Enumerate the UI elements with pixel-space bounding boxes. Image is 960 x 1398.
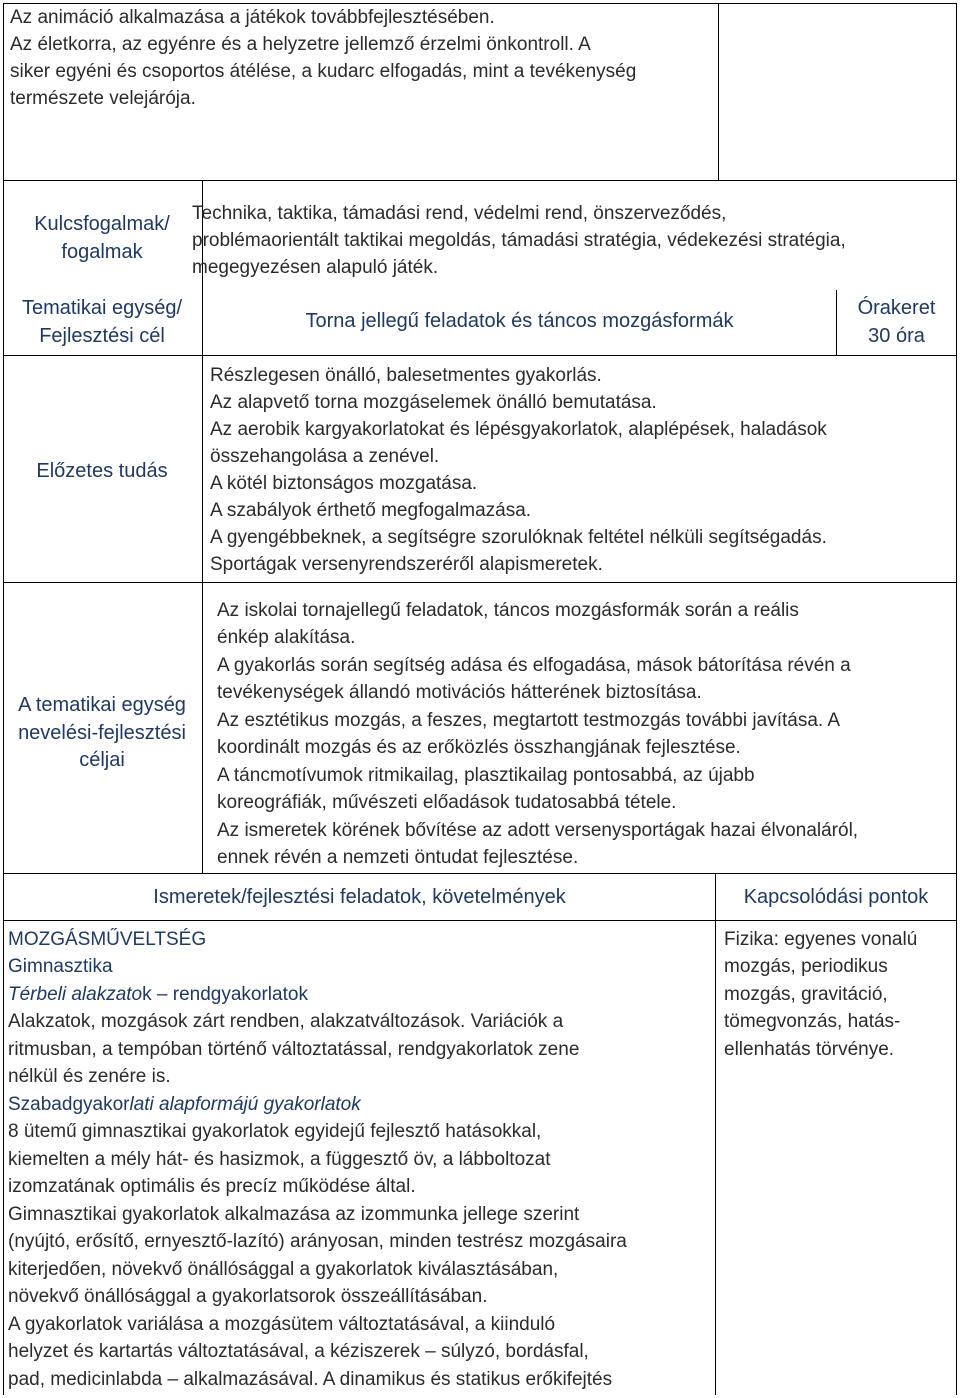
goals-line-9: Az ismeretek körének bővítése az adott versenysportágak hazai élvonaláról, — [217, 820, 859, 841]
goals-line-4: tevékenységek állandó motivációs hátterének biztosítása. — [217, 682, 702, 703]
key-concepts-label-line-2: fogalmak — [61, 240, 143, 263]
key-concepts-line-3: megegyezésen alapuló játék. — [192, 257, 439, 278]
req-b-line-5: (nyújtó, erősítő, ernyesztő-lazító) arányosan, minden testrész mozgásaira — [8, 1231, 627, 1252]
hours-label: Órakeret — [857, 297, 936, 319]
subsection-title: Gimnasztika — [8, 956, 113, 977]
requirements-header: Ismeretek/fejlesztési feladatok, követelmények — [153, 886, 566, 908]
prior-line-4: összehangolása a zenével. — [210, 446, 440, 467]
topic-2-heading — [8, 1091, 361, 1119]
prior-line-2: Az alapvető torna mozgáselemek önálló bemutatása. — [210, 392, 657, 413]
req-b-line-6: kiterjedően, növekvő önállósággal a gyakorlatok kiválasztásában, — [8, 1259, 559, 1280]
key-concepts-label-line-1: Kulcsfogalmak/ — [34, 213, 170, 235]
req-b-line-2: kiemelten a mély hát- és hasizmok, a függesztő öv, a lábboltozat — [8, 1149, 551, 1170]
connections-line-3: mozgás, gravitáció, — [724, 984, 888, 1005]
prior-line-1: Részlegesen önálló, balesetmentes gyakorlás. — [210, 365, 602, 386]
row-divider-keyconcepts — [3, 180, 957, 181]
goals-label-line-2: nevelési-fejlesztési — [18, 721, 186, 744]
hours-value: 30 óra — [868, 324, 925, 347]
goals-line-5: Az esztétikus mozgás, a feszes, megtartott testmozgás további javítása. A — [217, 710, 841, 731]
prior-line-8: Sportágak versenyrendszeréről alapismeretek. — [210, 554, 603, 575]
goals-line-2: énkép alakítása. — [217, 627, 356, 648]
unit-title: Torna jellegű feladatok és táncos mozgásformák — [305, 310, 734, 332]
goals-label — [4, 692, 200, 775]
top-line-3: siker egyéni és csoportos átélése, a kudarc elfogadás, mint a tevékenység — [10, 61, 637, 82]
unit-label — [4, 295, 200, 350]
goals-line-7: A táncmotívumok ritmikailag, plasztikailag pontosabbá, az újabb — [217, 765, 755, 786]
goals-line-10: ennek révén a nemzeti öntudat fejlesztése. — [217, 847, 579, 868]
req-b-line-10: pad, medicinlabda – alkalmazásával. A dinamikus és statikus erőkifejtés — [8, 1369, 613, 1390]
key-concepts-label — [4, 211, 200, 266]
topic-1-rest: k – rendgyakorlatok — [142, 984, 308, 1005]
section-title: MOZGÁSMŰVELTSÉG — [8, 929, 207, 950]
unit-label-line-2: Fejlesztési cél — [39, 324, 165, 347]
prior-line-6: A szabályok érthető megfogalmazása. — [210, 500, 532, 521]
col-divider-labels — [202, 180, 203, 873]
row-divider-headers — [3, 920, 957, 921]
topic-2-plain: Szabadgyakor — [8, 1094, 130, 1115]
req-b-line-7: növekvő önállósággal a gyakorlatsorok összeállításában. — [8, 1286, 488, 1307]
connections-line-2: mozgás, periodikus — [724, 956, 888, 977]
topic-2-italic: lati alapformájú gyakorlatok — [129, 1094, 361, 1115]
topic-1-italic: Térbeli alakzato — [8, 984, 143, 1005]
row-divider-prior — [3, 582, 957, 583]
goals-line-6: koordinált mozgás és az erőközlés összhangjának fejlesztése. — [217, 737, 741, 758]
req-a-line-2: ritmusban, a tempóban történő változtatással, rendgyakorlatok zene — [8, 1039, 580, 1060]
col-divider-connections — [715, 873, 716, 1395]
req-b-line-4: Gimnasztikai gyakorlatok alkalmazása az izommunka jellege szerint — [8, 1204, 580, 1225]
prior-line-7: A gyengébbeknek, a segítségre szorulóknak feltétel nélküli segítségadás. — [210, 527, 827, 548]
col-divider-top-block — [718, 3, 719, 180]
top-line-4: természete velejárója. — [10, 88, 196, 109]
key-concepts-line-2: problémaorientált taktikai megoldás, támadási stratégia, védekezési stratégia, — [192, 230, 846, 251]
connections-line-5: ellenhatás törvénye. — [724, 1039, 895, 1060]
topic-1-heading — [8, 981, 308, 1009]
req-a-line-1: Alakzatok, mozgások zárt rendben, alakzatváltozások. Variációk a — [8, 1011, 564, 1032]
req-a-line-3: nélkül és zenére is. — [8, 1066, 171, 1087]
goals-line-1: Az iskolai tornajellegű feladatok, táncos mozgásformák során a reális — [217, 600, 799, 621]
table-border-right — [956, 3, 957, 1395]
req-b-line-8: A gyakorlatok variálása a mozgásütem változtatásával, a kiinduló — [8, 1314, 556, 1335]
prior-line-5: A kötél biztonságos mozgatása. — [210, 473, 478, 494]
connections-line-4: tömegvonzás, hatás- — [724, 1011, 901, 1032]
prior-line-3: Az aerobik kargyakorlatokat és lépésgyakorlatok, alaplépések, haladások — [210, 419, 827, 440]
key-concepts-line-1: Technika, taktika, támadási rend, védelmi rend, önszerveződés, — [192, 203, 727, 224]
prior-knowledge-label: Előzetes tudás — [36, 460, 168, 482]
hours-box — [837, 295, 956, 350]
req-b-line-1: 8 ütemű gimnasztikai gyakorlatok egyidejű fejlesztő hatásokkal, — [8, 1121, 542, 1142]
goals-label-line-1: A tematikai egység — [18, 694, 186, 716]
req-b-line-9: helyzet és kartartás változtatásával, a kéziszerek – súlyzó, bordásfal, — [8, 1341, 589, 1362]
top-line-2: Az életkorra, az egyénre és a helyzetre jellemző érzelmi önkontroll. A — [10, 34, 591, 55]
connections-line-1: Fizika: egyenes vonalú — [724, 929, 918, 950]
top-line-1: Az animáció alkalmazása a játékok továbbfejlesztésében. — [10, 7, 495, 28]
goals-line-8: koreográfiák, művészeti előadások tudatosabbá tétele. — [217, 792, 677, 813]
row-divider-goals — [3, 873, 957, 874]
row-divider-unit-bottom — [3, 355, 957, 356]
req-b-line-3: izomzatának optimális és precíz működése által. — [8, 1176, 416, 1197]
goals-label-line-3: céljai — [79, 749, 125, 771]
connections-header: Kapcsolódási pontok — [743, 886, 929, 908]
goals-line-3: A gyakorlás során segítség adása és elfogadása, mások bátorítása révén a — [217, 655, 851, 676]
unit-label-line-1: Tematikai egység/ — [21, 297, 183, 319]
